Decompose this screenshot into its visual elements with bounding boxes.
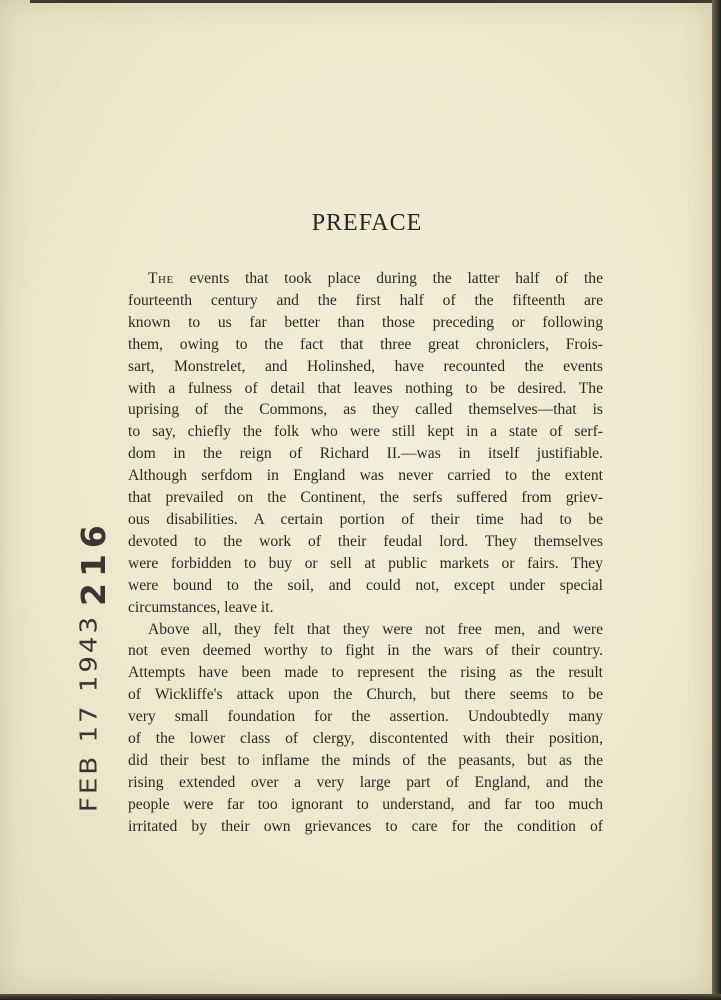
text-line: circumstances, leave it. [128, 598, 274, 616]
lead-word: The [148, 270, 174, 287]
library-stamp-number: 216 [74, 519, 113, 606]
text-line: with a fulness of detail that leaves nothing to be desired. The [128, 379, 603, 397]
text-line: known to us far better than those preceding or following [128, 313, 603, 331]
text-line: Above all, they felt that they were not free men, and were [148, 620, 603, 638]
text-line: them, owing to the fact that three great chroniclers, Frois- [128, 335, 603, 353]
book-bottom-edge [0, 994, 721, 1000]
text-line: fourteenth century and the first half of the fifteenth are [128, 291, 603, 309]
text-line: were forbidden to buy or sell at public markets or fairs. They [128, 554, 603, 572]
text-line: uprising of the Commons, as they called themselves—that is [128, 401, 603, 419]
text-line: to say, chiefly the folk who were still kept in a state of serf- [128, 423, 603, 441]
text-line: Attempts have been made to represent the rising as the result [128, 664, 603, 682]
text-line: people were far too ignorant to understand, and far too much [128, 795, 603, 813]
line-text: events that took place during the latter half of the [173, 270, 603, 287]
page-top-edge [30, 0, 712, 3]
preface-body [128, 268, 603, 838]
text-line: did their best to inflame the minds of the peasants, but as the [128, 751, 603, 769]
text-line: dom in the reign of Richard II.—was in itself justifiable. [128, 445, 603, 463]
library-stamp-date: FEB 17 1943 [76, 613, 103, 812]
text-line: devoted to the work of their feudal lord. They themselves [128, 532, 603, 550]
text-line: were bound to the soil, and could not, except under special [128, 576, 603, 594]
text-line: sart, Monstrelet, and Holinshed, have recounted the events [128, 357, 603, 375]
text-line [128, 268, 603, 290]
book-spine-edge [712, 0, 721, 1000]
text-line: rising extended over a very large part of England, and the [128, 773, 603, 791]
text-line: irritated by their own grievances to care for the condition of [128, 817, 603, 835]
text-line: of the lower class of clergy, discontented with their position, [128, 730, 603, 748]
page-title: PREFACE [311, 210, 423, 236]
text-line: that prevailed on the Continent, the serfs suffered from griev- [128, 489, 603, 507]
text-line: of Wickliffe's attack upon the Church, but there seems to be [128, 686, 603, 704]
text-line: Although serfdom in England was never carried to the extent [128, 467, 603, 485]
text-line: very small foundation for the assertion. Undoubtedly many [128, 708, 603, 726]
text-line: ous disabilities. A certain portion of their time had to be [128, 510, 603, 528]
text-line: not even deemed worthy to fight in the wars of their country. [128, 642, 603, 660]
